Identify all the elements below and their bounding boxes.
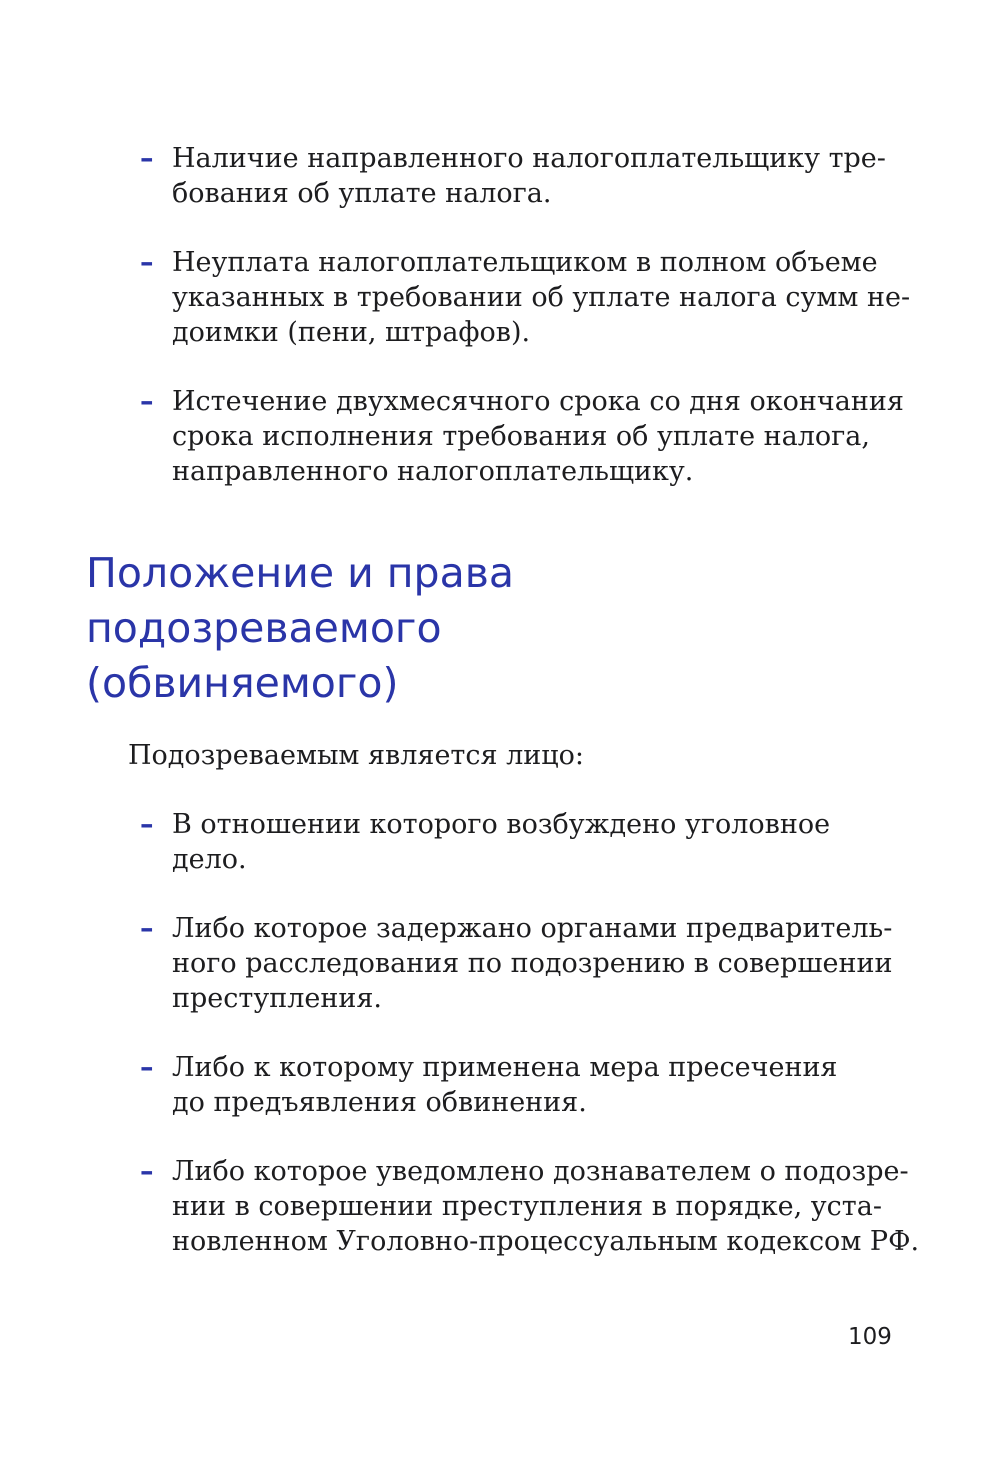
list-item-line: до предъявления обвинения. bbox=[172, 1087, 587, 1118]
list-item-line: срока исполнения требования об уплате налога, bbox=[172, 421, 870, 452]
list-item bbox=[140, 1154, 920, 1259]
list-item-line: указанных в требовании об уплате налога сумм не- bbox=[172, 282, 911, 313]
list-item-line: направленного налогоплательщику. bbox=[172, 456, 694, 487]
list-item-line: новленном Уголовно-процессуальным кодексом РФ. bbox=[172, 1226, 920, 1257]
list-item bbox=[140, 1050, 900, 1120]
dash-bullet: – bbox=[140, 809, 154, 840]
lead-paragraph: Подозреваемым является лицо: bbox=[128, 740, 584, 771]
list-item-line: Истечение двухмесячного срока со дня окончания bbox=[172, 386, 904, 417]
tax-conditions-list bbox=[140, 141, 911, 523]
dash-bullet: – bbox=[140, 143, 154, 174]
list-item-line: ного расследования по подозрению в совершении bbox=[172, 948, 893, 979]
section-heading-line: подозреваемого bbox=[86, 604, 442, 652]
list-item-line: бования об уплате налога. bbox=[172, 178, 552, 209]
list-item bbox=[140, 245, 911, 350]
list-item bbox=[140, 911, 900, 1016]
list-item-line: В отношении которого возбуждено уголовное bbox=[172, 809, 831, 840]
list-item-line: преступления. bbox=[172, 983, 382, 1014]
list-item-line: нии в совершении преступления в порядке, уста- bbox=[172, 1191, 882, 1222]
list-item bbox=[140, 141, 900, 211]
list-item-line: Либо к которому применена мера пресечения bbox=[172, 1052, 838, 1083]
list-item-line: дело. bbox=[172, 844, 247, 875]
section-heading-line: (обвиняемого) bbox=[86, 659, 399, 707]
page-number: 109 bbox=[848, 1324, 892, 1350]
dash-bullet: – bbox=[140, 1156, 154, 1187]
list-item bbox=[140, 807, 900, 877]
list-item bbox=[140, 384, 904, 489]
list-item-line: доимки (пени, штрафов). bbox=[172, 317, 531, 348]
dash-bullet: – bbox=[140, 1052, 154, 1083]
section-heading bbox=[86, 546, 514, 711]
dash-bullet: – bbox=[140, 247, 154, 278]
list-item-line: Наличие направленного налогоплательщику тре- bbox=[172, 143, 886, 174]
list-item-line: Либо которое уведомлено дознавателем о подозре- bbox=[172, 1156, 909, 1187]
list-item-line: Либо которое задержано органами предваритель- bbox=[172, 913, 893, 944]
suspect-definition-list bbox=[140, 807, 920, 1293]
list-item-line: Неуплата налогоплательщиком в полном объеме bbox=[172, 247, 878, 278]
dash-bullet: – bbox=[140, 913, 154, 944]
dash-bullet: – bbox=[140, 386, 154, 417]
section-heading-line: Положение и права bbox=[86, 549, 514, 597]
